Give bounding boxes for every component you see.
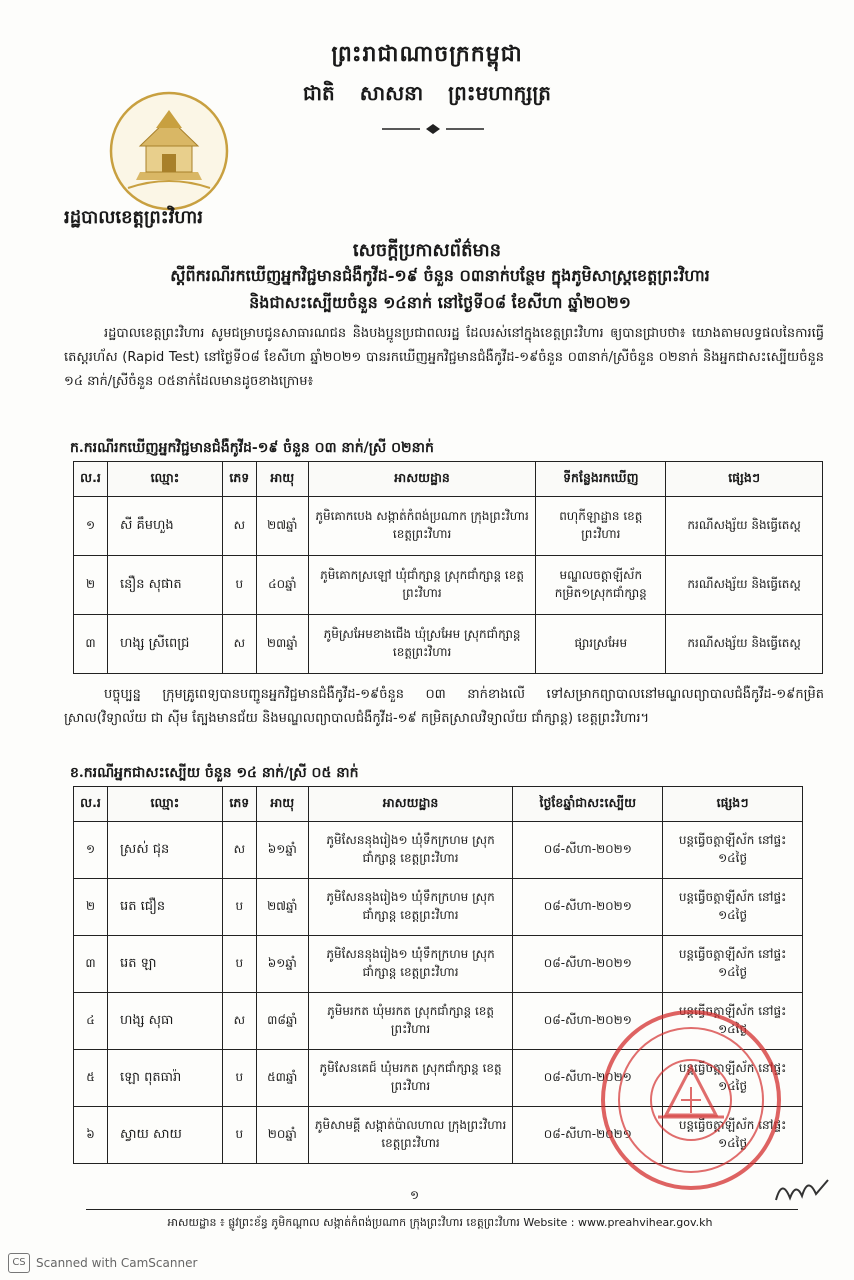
recovery-date: ០៨-សីហា-២០២១ xyxy=(513,1107,663,1164)
document-subtitle-line-1: ស្តីពីករណីរកឃើញអ្នកវិជ្ជមានជំងឺកូវីដ-១៩ ចំនួន ០៣នាក់បន្ថែម ក្នុងភូមិសាស្ត្រខេត្តព្រះវិហារ xyxy=(170,266,710,285)
person-address: ភូមិសាមគ្គី សង្កាត់ប៉ាលហាល ក្រុងព្រះវិហារ ខេត្តព្រះវិហារ xyxy=(308,1107,513,1164)
person-address: ភូមិសែននុងរៀង១ ឃុំទឹកក្រហម ស្រុកជាំក្សាន្ត ខេត្តព្រះវិហារ xyxy=(308,879,513,936)
person-address: ភូមិគោកបេង សង្កាត់កំពង់ប្រណាក ក្រុងព្រះវិហារ ខេត្តព្រះវិហារ xyxy=(308,497,536,556)
national-motto: ជាតិ សាសនា ព្រះមហាក្សត្រ xyxy=(303,81,551,105)
found-location: ផ្សារស្រអែម xyxy=(536,615,666,674)
table-row xyxy=(74,556,823,615)
person-age: ២០ឆ្នាំ xyxy=(256,1107,308,1164)
person-sex: ស xyxy=(222,822,256,879)
page-number: ១ xyxy=(410,1188,420,1202)
remarks: ករណីសង្ស័យ និងធ្វើតេស្ត xyxy=(666,497,823,556)
remarks: ករណីសង្ស័យ និងធ្វើតេស្ត xyxy=(666,615,823,674)
person-name: នឿន សុផាត xyxy=(107,556,222,615)
row-number: ១ xyxy=(74,497,108,556)
camscanner-label: Scanned with CamScanner xyxy=(36,1256,198,1270)
remarks: បន្តធ្វើចត្តាឡីស័ក នៅផ្ទះ ១៤ថ្ងៃ xyxy=(663,936,803,993)
footer-address: អាសយដ្ឋាន ៖ ផ្លូវព្រះខ័ន្ធ ភូមិកណ្តាល សង្កាត់កំពង់ប្រណាក ក្រុងព្រះវិហារ ខេត្តព្រះវិហារ Website : www.preahvihear.gov.kh xyxy=(167,1216,713,1229)
camscanner-watermark xyxy=(0,1250,197,1276)
column-header: ភេទ xyxy=(222,462,256,497)
person-age: ២៧ឆ្នាំ xyxy=(256,879,308,936)
signature-scribble-icon xyxy=(772,1170,832,1206)
table-row xyxy=(74,879,803,936)
provincial-administration: រដ្ឋបាលខេត្តព្រះវិហារ xyxy=(64,207,203,228)
intro-paragraph: រដ្ឋបាលខេត្តព្រះវិហារ សូមជម្រាបជូនសាធារណជន និងបងប្អូនប្រជាពលរដ្ឋ ដែលរស់នៅក្នុងខេត្តព្រះវិហារ ឲ្យបានជ្រាបថា៖ យោងតាមលទ្ធផលនៃការធ្វើតេស្តរហ័ស (Rapid Test) នៅថ្ងៃទី០៨ ខែសីហា ឆ្នាំ២០២១ បានរកឃើញអ្នកវិជ្ជមានជំងឺកូវីដ-១៩ចំនួន ០៣នាក់/ស្រីចំនួន ០២នាក់ និងអ្នកជាសះស្បើយចំនួន ១៤ នាក់/ស្រីចំនួន ០៥នាក់ដែលមានដូចខាងក្រោម៖ xyxy=(64,326,824,389)
person-name: ស្រស់ ជុន xyxy=(107,822,222,879)
handwritten-signature xyxy=(772,1170,832,1211)
remarks: បន្តធ្វើចត្តាឡីស័ក នៅផ្ទះ ១៤ថ្ងៃ xyxy=(663,1050,803,1107)
remarks: បន្តធ្វើចត្តាឡីស័ក នៅផ្ទះ ១៤ថ្ងៃ xyxy=(663,1107,803,1164)
column-header: ល.រ xyxy=(74,462,108,497)
person-address: ភូមិស្រអែមខាងជើង ឃុំស្រអែម ស្រុកជាំក្សាន្ត ខេត្តព្រះវិហារ xyxy=(308,615,536,674)
person-address: ភូមិគោកស្រឡៅ ឃុំជាំក្សាន្ត ស្រុកជាំក្សាន្ត ខេត្តព្រះវិហារ xyxy=(308,556,536,615)
person-name: ឡោ ពុតធារ៉ា xyxy=(107,1050,222,1107)
person-address: ភូមិសែនគេជ៍ ឃុំមរកត ស្រុកជាំក្សាន្ត ខេត្តព្រះវិហារ xyxy=(308,1050,513,1107)
row-number: ២ xyxy=(74,556,108,615)
person-age: ៦១ឆ្នាំ xyxy=(256,936,308,993)
official-seal-stamp-icon xyxy=(596,1005,786,1195)
table-header-row xyxy=(74,462,823,497)
row-number: ៣ xyxy=(74,936,108,993)
column-header: អាសយដ្ឋាន xyxy=(308,787,513,822)
person-name: ហង្ស ស្រីពេជ្រ xyxy=(107,615,222,674)
column-header: ឈ្មោះ xyxy=(107,462,222,497)
table-header-row xyxy=(74,787,803,822)
table-row xyxy=(74,615,823,674)
column-header: ផ្សេងៗ xyxy=(666,462,823,497)
person-address: ភូមិសែននុងរៀង១ ឃុំទឹកក្រហម ស្រុកជាំក្សាន្ត ខេត្តព្រះវិហារ xyxy=(308,936,513,993)
column-header: អាយុ xyxy=(256,462,308,497)
row-number: ៤ xyxy=(74,993,108,1050)
treatment-paragraph: បច្ចុប្បន្ន ក្រុមគ្រូពេទ្យបានបញ្ជូនអ្នកវិជ្ជមានជំងឺកូវីដ-១៩ចំនួន ០៣ នាក់ខាងលើ ទៅសម្រាកព្យាបាលនៅមណ្ឌលព្យាបាលជំងឺកូវីដ-១៩កម្រិតស្រាល(វិទ្យាល័យ ជា ស៊ីម ត្បែងមានជ័យ និងមណ្ឌលព្យាបាលជំងឺកូវីដ-១៩ កម្រិតស្រាលវិទ្យាល័យ ជាំក្សាន្ត) ខេត្តព្រះវិហារ។ xyxy=(64,687,824,726)
person-sex: ស xyxy=(222,615,256,674)
row-number: ៦ xyxy=(74,1107,108,1164)
column-header: អាសយដ្ឋាន xyxy=(308,462,536,497)
remarks: បន្តធ្វើចត្តាឡីស័ក នៅផ្ទះ ១៤ថ្ងៃ xyxy=(663,822,803,879)
person-name: រេត ជឿន xyxy=(107,879,222,936)
kingdom-heading: ព្រះរាជាណាចក្រកម្ពុជា xyxy=(331,41,523,67)
person-age: ៤០ឆ្នាំ xyxy=(256,556,308,615)
recovery-date: ០៨-សីហា-២០២១ xyxy=(513,993,663,1050)
footer-divider xyxy=(86,1209,798,1210)
section-a-title: ក.ករណីរកឃើញអ្នកវិជ្ជមានជំងឺកូវីដ-១៩ ចំនួន ០៣ នាក់/ស្រី ០២នាក់ xyxy=(70,440,434,456)
column-header: ឈ្មោះ xyxy=(107,787,222,822)
person-sex: ប xyxy=(222,556,256,615)
row-number: ២ xyxy=(74,879,108,936)
column-header: ល.រ xyxy=(74,787,108,822)
person-address: ភូមិមរកត ឃុំមរកត ស្រុកជាំក្សាន្ត ខេត្តព្រះវិហារ xyxy=(308,993,513,1050)
recovery-date: ០៨-សីហា-២០២១ xyxy=(513,936,663,993)
positive-cases-table xyxy=(73,461,823,674)
recovery-date: ០៨-សីហា-២០២១ xyxy=(513,822,663,879)
column-header: ថ្ងៃខែឆ្នាំជាសះស្បើយ xyxy=(513,787,663,822)
person-age: ២៧ឆ្នាំ xyxy=(256,497,308,556)
person-name: ស្វាយ សាយ xyxy=(107,1107,222,1164)
row-number: ៥ xyxy=(74,1050,108,1107)
person-age: ២៣ឆ្នាំ xyxy=(256,615,308,674)
person-address: ភូមិសែននុងរៀង១ ឃុំទឹកក្រហម ស្រុកជាំក្សាន្ត ខេត្តព្រះវិហារ xyxy=(308,822,513,879)
person-name: ហង្ស សុធា xyxy=(107,993,222,1050)
section-b-title: ខ.ករណីអ្នកជាសះស្បើយ ចំនួន ១៤ នាក់/ស្រី ០៥ នាក់ xyxy=(70,765,359,781)
person-age: ៣៨ឆ្នាំ xyxy=(256,993,308,1050)
table-row xyxy=(74,822,803,879)
column-header: ទីកន្លែងរកឃើញ xyxy=(536,462,666,497)
camscanner-icon: CS xyxy=(8,1253,30,1273)
column-header: ផ្សេងៗ xyxy=(663,787,803,822)
table-row xyxy=(74,497,823,556)
provincial-temple-logo-icon xyxy=(106,88,232,214)
person-sex: ប xyxy=(222,1107,256,1164)
row-number: ៣ xyxy=(74,615,108,674)
found-location: មណ្ឌលចត្តាឡីស័ក កម្រិត១ស្រុកជាំក្សាន្ត xyxy=(536,556,666,615)
found-location: ពហុកីឡាដ្ឋាន ខេត្តព្រះវិហារ xyxy=(536,497,666,556)
person-age: ៥៣ឆ្នាំ xyxy=(256,1050,308,1107)
person-sex: ស xyxy=(222,993,256,1050)
person-age: ៦១ឆ្នាំ xyxy=(256,822,308,879)
row-number: ១ xyxy=(74,822,108,879)
person-name: សី គឹមហួង xyxy=(107,497,222,556)
document-subtitle-line-2: និងជាសះស្បើយចំនួន ១៤នាក់ នៅថ្ងៃទី០៨ ខែសីហា ឆ្នាំ២០២១ xyxy=(249,293,631,312)
column-header: អាយុ xyxy=(256,787,308,822)
document-title: សេចក្តីប្រកាសព័ត៌មាន xyxy=(352,240,502,261)
table-row xyxy=(74,936,803,993)
recovery-date: ០៨-សីហា-២០២១ xyxy=(513,879,663,936)
person-name: រេត ឡា xyxy=(107,936,222,993)
person-sex: ប xyxy=(222,936,256,993)
recovery-date: ០៨-សីហា-២០២១ xyxy=(513,1050,663,1107)
person-sex: ប xyxy=(222,879,256,936)
person-sex: ប xyxy=(222,1050,256,1107)
column-header: ភេទ xyxy=(222,787,256,822)
ornament-divider-icon xyxy=(378,122,488,136)
remarks: ករណីសង្ស័យ និងធ្វើតេស្ត xyxy=(666,556,823,615)
person-sex: ស xyxy=(222,497,256,556)
remarks: បន្តធ្វើចត្តាឡីស័ក នៅផ្ទះ ១៤ថ្ងៃ xyxy=(663,993,803,1050)
remarks: បន្តធ្វើចត្តាឡីស័ក នៅផ្ទះ ១៤ថ្ងៃ xyxy=(663,879,803,936)
